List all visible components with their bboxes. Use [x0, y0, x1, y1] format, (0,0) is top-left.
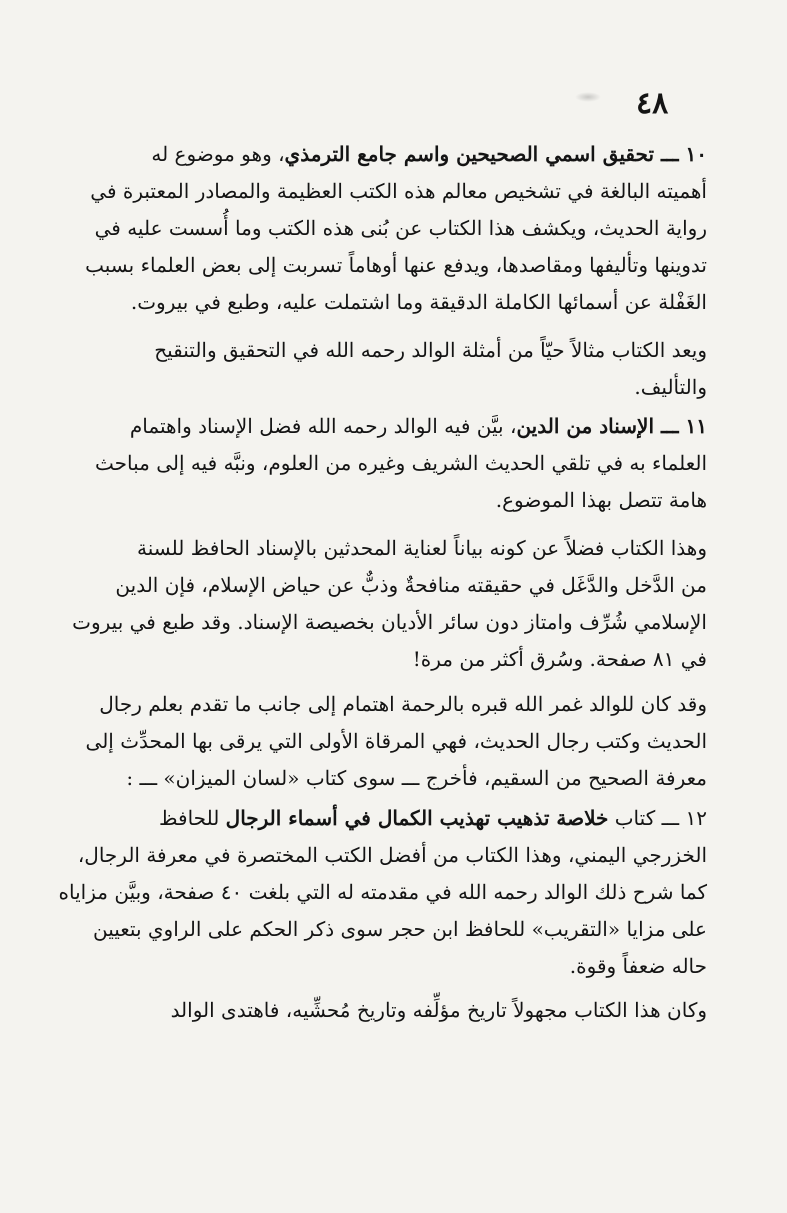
text-line [92, 530, 707, 567]
paragraph-item-12-continued [92, 992, 707, 1029]
text-run: ويعد الكتاب مثالاً حيّاً من أمثلة الوالد رحمه الله في التحقيق والتنقيح [154, 338, 707, 362]
text-line [85, 723, 707, 760]
text-run: أهميته البالغة في تشخيص معالم هذه الكتب العظيمة والمصادر المعتبرة في [90, 179, 707, 203]
text-run: الخزرجي اليمني، وهذا الكتاب من أفضل الكتب المختصرة في معرفة الرجال، [77, 843, 707, 867]
paragraph-item-11 [92, 408, 707, 519]
text-run: الإسلامي شُرِّف وامتاز دون سائر الأديان بخصيصة الإسناد. وقد طبع في بيروت [72, 610, 707, 634]
text-run: العلماء به في تلقي الحديث الشريف وغيره من العلوم، ونبَّه فيه إلى مباحث [95, 451, 707, 475]
text-line [92, 445, 707, 482]
text-run: الغَفْلة عن أسمائها الكاملة الدقيقة وما اشتملت عليه، وطبع في بيروت. [130, 290, 707, 314]
text-line [92, 408, 707, 445]
text-run: وهذا الكتاب فضلاً عن كونه بياناً لعناية المحدثين بالإسناد الحافظ للسنة [137, 536, 707, 560]
text-run: ، وهو موضوع له [151, 142, 285, 166]
text-run: ١٢ ـــ كتاب [608, 806, 707, 830]
text-line [92, 210, 707, 247]
ink-smudge [575, 92, 601, 102]
text-line [92, 641, 707, 678]
text-run: على مزايا «التقريب» للحافظ ابن حجر سوى ذكر الحكم على الراوي بتعيين [92, 917, 707, 941]
text-run: ، بيَّن فيه الوالد رحمه الله فضل الإسناد واهتمام [129, 414, 517, 438]
text-line [92, 136, 707, 173]
bold-title-run: خلاصة تذهيب تهذيب الكمال في أسماء الرجال [225, 806, 609, 830]
text-run: معرفة الصحيح من السقيم، فأخرج ـــ سوى كتاب «لسان الميزان» ـــ : [126, 766, 707, 790]
paragraph-item-10-note [92, 332, 707, 406]
text-run: من الدَّخل والدَّغَل في حقيقته منافحةٌ وذبٌّ عن حياض الإسلام، فإن الدين [115, 573, 707, 597]
text-line [92, 482, 707, 519]
text-line [72, 604, 707, 641]
text-line [92, 369, 707, 406]
page-number: ٤٨ [636, 86, 669, 121]
text-line [92, 992, 707, 1029]
text-line [92, 948, 707, 985]
paragraph-item-11-note [72, 530, 707, 678]
text-run: تدوينها وتأليفها ومقاصدها، ويدفع عنها أوهاماً تسربت إلى بعض العلماء بسبب [85, 253, 707, 277]
bold-title-run: ١١ ـــ الإسناد من الدين [516, 414, 707, 438]
text-run: رواية الحديث، ويكشف هذا الكتاب عن بُنى هذه الكتب وما أُسست عليه في [94, 216, 707, 240]
paragraph-item-10 [85, 136, 707, 321]
text-line [92, 567, 707, 604]
text-run: والتأليف. [634, 375, 707, 399]
text-run: للحافظ [159, 806, 226, 830]
text-run: حاله ضعفاً وقوة. [569, 954, 707, 978]
text-run: هامة تتصل بهذا الموضوع. [495, 488, 707, 512]
text-run: كما شرح ذلك الوالد رحمه الله في مقدمته له التي بلغت ٤٠ صفحة، وبيَّن مزاياه [58, 880, 707, 904]
text-line [85, 247, 707, 284]
paragraph-item-12 [58, 800, 707, 985]
text-run: وقد كان للوالد غمر الله قبره بالرحمة اهتمام إلى جانب ما تقدم بعلم رجال [99, 692, 707, 716]
text-run: في ٨١ صفحة. وسُرق أكثر من مرة! [412, 647, 707, 671]
text-line [92, 760, 707, 797]
text-run: الحديث وكتب رجال الحديث، فهي المرقاة الأولى التي يرقى بها المحدِّث إلى [85, 729, 707, 753]
paragraph-rijal-intro [85, 686, 707, 797]
text-line [92, 800, 707, 837]
text-line [92, 332, 707, 369]
text-line [92, 284, 707, 321]
text-line [58, 874, 707, 911]
text-run: وكان هذا الكتاب مجهولاً تاريخ مؤلِّفه وتاريخ مُحشِّيه، فاهتدى الوالد [170, 998, 707, 1022]
bold-title-run: ١٠ ـــ تحقيق اسمي الصحيحين واسم جامع الترمذي [284, 142, 707, 166]
text-line [92, 911, 707, 948]
text-line [77, 837, 707, 874]
text-line [92, 173, 707, 210]
text-line [92, 686, 707, 723]
